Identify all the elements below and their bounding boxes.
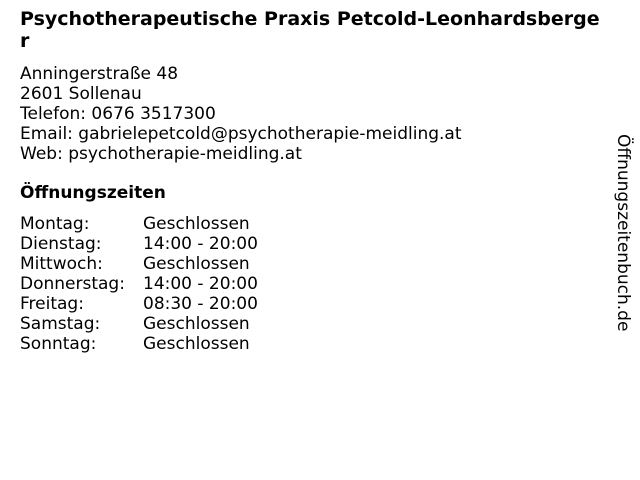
watermark-text: Öffnungszeitenbuch.de	[613, 134, 633, 332]
email-address: Email: gabrielepetcold@psychotherapie-meidling.at	[20, 124, 462, 144]
business-name: Psychotherapeutische Praxis Petcold-Leonhardsberger	[20, 8, 600, 52]
hours-row-wednesday	[20, 254, 258, 274]
day-label: Freitag:	[20, 294, 84, 314]
day-hours: Geschlossen	[143, 334, 250, 354]
day-label: Sonntag:	[20, 334, 97, 354]
day-label: Mittwoch:	[20, 254, 103, 274]
day-hours: 08:30 - 20:00	[143, 294, 258, 314]
day-label: Donnerstag:	[20, 274, 125, 294]
phone-number: Telefon: 0676 3517300	[20, 104, 216, 124]
website: Web: psychotherapie-meidling.at	[20, 144, 302, 164]
day-hours: 14:00 - 20:00	[143, 234, 258, 254]
day-hours: 14:00 - 20:00	[143, 274, 258, 294]
street-address: Anningerstraße 48	[20, 64, 179, 84]
hours-row-friday	[20, 294, 258, 314]
hours-row-sunday	[20, 334, 258, 354]
address-block	[20, 64, 462, 164]
opening-hours-table	[20, 214, 258, 354]
hours-row-monday	[20, 214, 258, 234]
day-hours: Geschlossen	[143, 214, 250, 234]
city-postal: 2601 Sollenau	[20, 84, 142, 104]
hours-heading: Öffnungszeiten	[20, 183, 166, 203]
day-hours: Geschlossen	[143, 254, 250, 274]
hours-row-saturday	[20, 314, 258, 334]
day-hours: Geschlossen	[143, 314, 250, 334]
day-label: Montag:	[20, 214, 90, 234]
hours-row-tuesday	[20, 234, 258, 254]
day-label: Samstag:	[20, 314, 101, 334]
hours-row-thursday	[20, 274, 258, 294]
day-label: Dienstag:	[20, 234, 102, 254]
